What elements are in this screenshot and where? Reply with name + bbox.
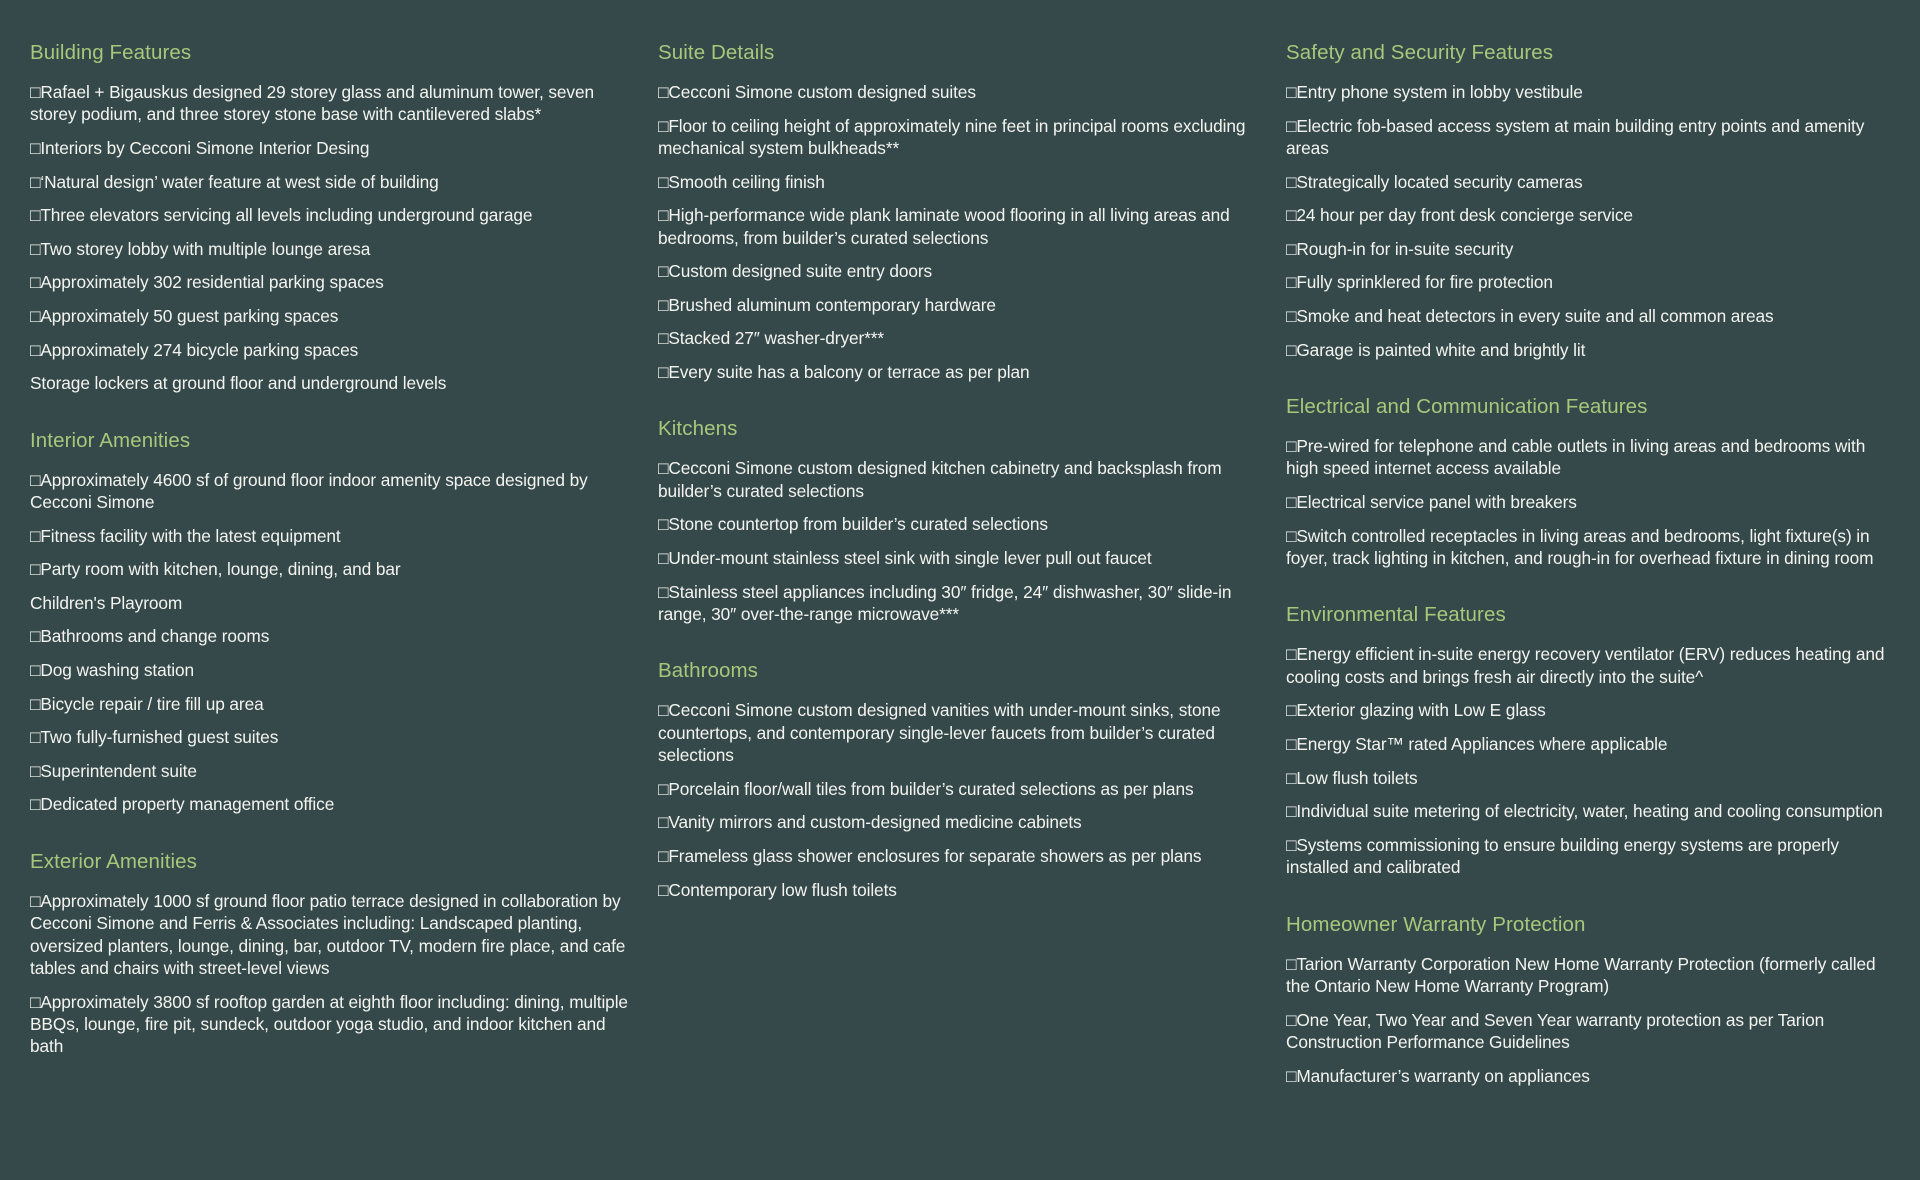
section-suite-details xyxy=(658,40,1269,383)
list-item: □Frameless glass shower enclosures for separate showers as per plans xyxy=(658,845,1202,866)
section-title: Building Features xyxy=(30,41,192,64)
list-item: □Electrical service panel with breakers xyxy=(1286,491,1577,512)
list-item: □High-performance wide plank laminate wood flooring in all living areas and bedrooms, from builder’s curated selections xyxy=(658,205,1230,248)
section-kitchens xyxy=(658,416,1269,625)
list-item: □Energy efficient in-suite energy recovery ventilator (ERV) reduces heating and cooling costs and brings fresh air directly into the suite^ xyxy=(1286,644,1885,687)
list-item: □Stone countertop from builder’s curated selections xyxy=(658,514,1048,535)
section-environmental xyxy=(1286,602,1897,878)
list-item: □Strategically located security cameras xyxy=(1286,171,1583,192)
list-item: □Systems commissioning to ensure building energy systems are properly installed and calibrated xyxy=(1286,834,1839,878)
list-item: □Smoke and heat detectors in every suite and all common areas xyxy=(1286,305,1774,326)
list-item: □Three elevators servicing all levels including underground garage xyxy=(30,205,533,226)
list-item: Children's Playroom xyxy=(30,592,183,613)
list-item: □24 hour per day front desk concierge service xyxy=(1286,205,1633,226)
list-item: □Dog washing station xyxy=(30,659,195,680)
list-item: □Individual suite metering of electricity, water, heating and cooling consumption xyxy=(1286,801,1883,822)
list-item: □Approximately 1000 sf ground floor patio terrace designed in collaboration by Cecconi Simone and Ferris & Associates including: Landscaped planting, oversized planters, lounge, dining, bar, outdoor TV, modern fire place, and cafe tables and chairs with street-level views xyxy=(30,890,626,978)
section-title: Homeowner Warranty Protection xyxy=(1286,912,1586,936)
list-item: □Stacked 27″ washer-dryer*** xyxy=(658,328,885,349)
list-item: □Approximately 3800 sf rooftop garden at eighth floor including: dining, multiple BBQs, lounge, fire pit, sundeck, outdoor yoga studio, and indoor kitchen and bath xyxy=(30,991,628,1057)
list-item: □Fitness facility with the latest equipment xyxy=(30,525,341,546)
list-item: □Party room with kitchen, lounge, dining, and bar xyxy=(30,559,401,580)
list-item: □Vanity mirrors and custom-designed medicine cabinets xyxy=(658,812,1082,833)
list-item: □Cecconi Simone custom designed suites xyxy=(658,82,976,102)
list-item: □Energy Star™ rated Appliances where applicable xyxy=(1286,733,1668,754)
section-title: Suite Details xyxy=(658,41,775,64)
section-building-features xyxy=(30,40,641,395)
list-item: □Bicycle repair / tire fill up area xyxy=(30,693,264,714)
section-title: Kitchens xyxy=(658,417,738,441)
list-item: □Dedicated property management office xyxy=(30,794,335,815)
section-bathrooms xyxy=(658,658,1269,901)
list-item: □Low flush toilets xyxy=(1286,767,1418,788)
list-item: □Switch controlled receptacles in living areas and bedrooms, light fixture(s) in foyer, track lighting in kitchen, and rough-in for overhead fixture in dining room xyxy=(1286,525,1874,568)
section-homeowner-warranty xyxy=(1286,912,1897,1087)
list-item: □Cecconi Simone custom designed kitchen cabinetry and backsplash from builder’s curated selections xyxy=(658,458,1222,501)
list-item: □Floor to ceiling height of approximately nine feet in principal rooms excluding mechanical system bulkheads** xyxy=(658,115,1246,158)
list-item: □One Year, Two Year and Seven Year warranty protection as per Tarion Construction Performance Guidelines xyxy=(1286,1009,1825,1052)
list-item: □Garage is painted white and brightly lit xyxy=(1286,339,1586,360)
section-title: Environmental Features xyxy=(1286,603,1506,627)
section-title: Bathrooms xyxy=(658,659,759,683)
list-item: □Tarion Warranty Corporation New Home Warranty Protection (formerly called the Ontario New Home Warranty Program) xyxy=(1286,953,1876,996)
list-item: □Superintendent suite xyxy=(30,760,197,781)
section-electrical-communication xyxy=(1286,394,1897,569)
features-column-3 xyxy=(1286,40,1897,1180)
list-item: □Approximately 274 bicycle parking spaces xyxy=(30,339,359,360)
section-exterior-amenities xyxy=(30,849,641,1058)
list-item: □Rough-in for in-suite security xyxy=(1286,238,1514,259)
list-item: □‘Natural design’ water feature at west side of building xyxy=(30,171,439,192)
list-item: □Approximately 4600 sf of ground floor indoor amenity space designed by Cecconi Simone xyxy=(30,469,588,512)
list-item: □Exterior glazing with Low E glass xyxy=(1286,700,1546,721)
section-title: Electrical and Communication Features xyxy=(1286,394,1648,418)
features-column-2 xyxy=(658,40,1269,1180)
list-item: □Brushed aluminum contemporary hardware xyxy=(658,294,996,315)
features-column-1 xyxy=(30,40,641,1180)
list-item: □Approximately 50 guest parking spaces xyxy=(30,305,339,326)
list-item: □Every suite has a balcony or terrace as per plan xyxy=(658,361,1030,382)
list-item: □Porcelain floor/wall tiles from builder’s curated selections as per plans xyxy=(658,778,1194,799)
section-title: Exterior Amenities xyxy=(30,849,198,873)
list-item: □Cecconi Simone custom designed vanities with under-mount sinks, stone countertops, and contemporary single-lever faucets from builder’s curated selections xyxy=(658,700,1221,766)
list-item: □Rafael + Bigauskus designed 29 storey glass and aluminum tower, seven storey podium, and three storey stone base with cantilevered slabs* xyxy=(30,82,594,125)
list-item: □Bathrooms and change rooms xyxy=(30,626,270,647)
section-title: Safety and Security Features xyxy=(1286,41,1554,64)
list-item: □Approximately 302 residential parking spaces xyxy=(30,272,384,293)
list-item: Storage lockers at ground floor and underground levels xyxy=(30,373,447,394)
list-item: □Smooth ceiling finish xyxy=(658,171,825,192)
list-item: □Electric fob-based access system at main building entry points and amenity areas xyxy=(1286,115,1865,158)
section-title: Interior Amenities xyxy=(30,428,191,452)
list-item: □Under-mount stainless steel sink with single lever pull out faucet xyxy=(658,547,1152,568)
list-item: □Custom designed suite entry doors xyxy=(658,261,933,282)
section-safety-security xyxy=(1286,40,1897,361)
list-item: □Interiors by Cecconi Simone Interior Desing xyxy=(30,138,370,158)
list-item: □Pre-wired for telephone and cable outlets in living areas and bedrooms with high speed internet access available xyxy=(1286,435,1866,479)
list-item: □Entry phone system in lobby vestibule xyxy=(1286,82,1583,102)
list-item: □Manufacturer’s warranty on appliances xyxy=(1286,1065,1590,1086)
list-item: □Two storey lobby with multiple lounge aresa xyxy=(30,238,371,259)
section-interior-amenities xyxy=(30,428,641,816)
list-item: □Fully sprinklered for fire protection xyxy=(1286,272,1553,293)
list-item: □Contemporary low flush toilets xyxy=(658,879,897,900)
list-item: □Stainless steel appliances including 30″ fridge, 24″ dishwasher, 30″ slide-in range, 30″ over-the-range microwave*** xyxy=(658,581,1232,624)
list-item: □Two fully-furnished guest suites xyxy=(30,727,279,748)
